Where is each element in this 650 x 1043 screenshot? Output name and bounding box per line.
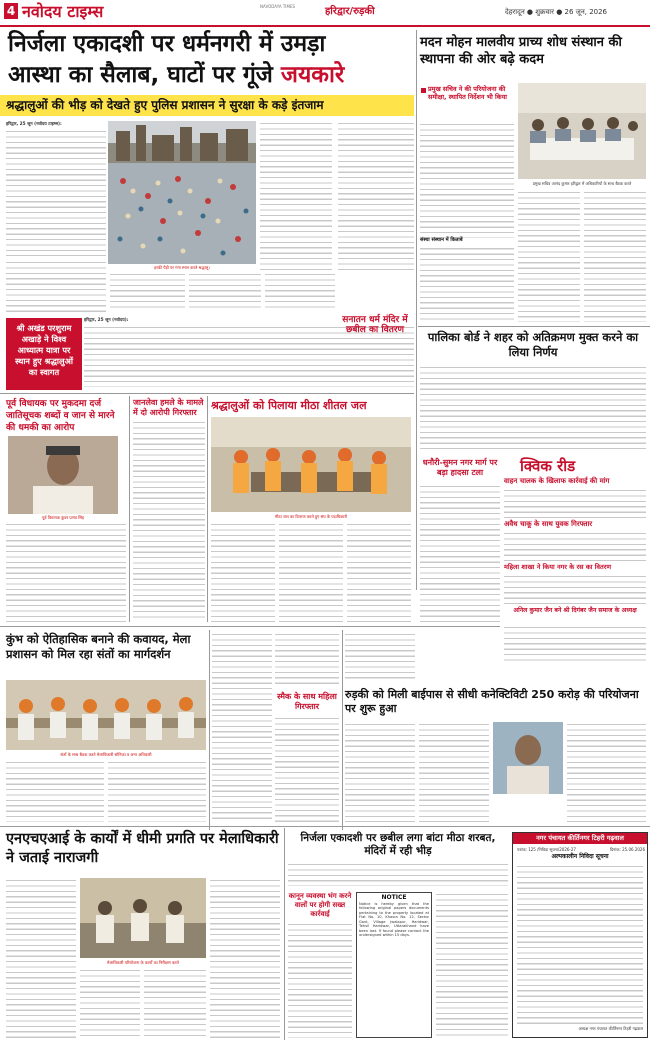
dhanauri-body (420, 484, 500, 622)
divider-v-mid-2 (207, 396, 208, 622)
rudki-photo-portrait (493, 722, 563, 794)
rudki-body-3 (567, 722, 646, 822)
quick-read-item-2: अवैध चाकू के साथ युवक गिरफ्तार (504, 520, 593, 528)
lead-body-col-4b (265, 272, 335, 312)
cold-water-photo (211, 417, 411, 512)
quick-read-body-3 (504, 574, 646, 604)
malviya-body-col-1 (420, 122, 514, 322)
rudki-headline: रुड़की को मिली बाईपास से सीधी कनेक्टिविटी 250 करोड़ की परियोजना पर शुरू हुआ (345, 688, 639, 715)
lead-body-col-3b (189, 272, 261, 312)
legal-body (288, 922, 352, 1038)
malviya-photo-caption: प्रमुख सचिव आनंद कुमार हरिद्वार में अधिकारियों के साथ बैठक करते (532, 181, 632, 186)
divider-h-right-1 (418, 326, 650, 327)
lead-body-col-1 (6, 129, 106, 256)
lead-body-col-2b (110, 272, 185, 312)
quick-read-item-3: महिला शाखा ने किया नगर के रस का वितरण (504, 563, 612, 571)
notice-title: NOTICE (381, 894, 407, 901)
notice-box (356, 892, 432, 1038)
cold-water-headline: श्रद्धालुओं को पिलाया मीठा शीतल जल (211, 399, 367, 412)
chhabil-headline: निर्जला एकादशी पर छबील लगा बांटा मीठा शरबत, मंदिरों में रही भीड़ (300, 832, 496, 857)
smack-body (275, 716, 339, 822)
tender-ref: पत्रांक: 125 /निविदा सूचना/2026-27 (517, 847, 576, 852)
nha-body-3 (144, 968, 206, 1038)
legal-headline: कानून व्यवस्था भंग करने वालों पर होगी सख्त कार्रवाई (288, 892, 352, 918)
lead-subhead: श्रद्धालुओं की भीड़ को देखते हुए पुलिस प्रशासन ने सुरक्षा के कड़े इंतजाम (0, 95, 414, 116)
lead-body-col-3 (260, 121, 332, 271)
inset-akhara-text: श्री अखंड परशुराम अखाड़े ने विश्व आध्यात्म यात्रा पर स्थान हुए श्रद्धालुओं का स्वागत (15, 323, 73, 377)
tender-sub: अल्पकालीन निविदा सूचना (551, 853, 609, 860)
nha-photo (80, 878, 206, 958)
masthead (0, 0, 650, 27)
inset-box-akhara (6, 318, 82, 390)
kumbh-photo (6, 680, 206, 750)
tender-date: दिनांक: 25.06.2026 (609, 847, 645, 852)
tender-body (517, 864, 643, 1024)
rudki-body-2 (419, 722, 489, 822)
col-mid-low-body-1 (212, 632, 272, 822)
nha-body-2 (80, 968, 140, 1038)
malviya-bullet: प्रमुख सचिव ने की परियोजना की समीक्षा, स्थापित निर्देशन भी किया (428, 85, 507, 102)
cold-water-caption: मीठा जल का वितरण करते हुए संघ के पदाधिकारी (275, 514, 347, 519)
chhabil-body-2 (436, 892, 508, 1038)
malviya-body-col-3 (584, 190, 646, 322)
quick-read-body-4 (504, 625, 646, 665)
divider-h2 (0, 626, 500, 627)
lead-photo-crowd (108, 121, 256, 264)
paper-sub-tag: NAVODAYA TIMES (260, 4, 296, 9)
divider-v-right (416, 30, 417, 590)
kumbh-body-2 (108, 760, 206, 822)
rudki-body-1 (345, 722, 415, 822)
lead-headline-text: आस्था का सैलाब, घाटों पर गूंजे (8, 62, 281, 88)
ex-mla-photo (8, 436, 118, 514)
edition-date: देहरादून ● शुक्रवार ● 26 जून, 2026 (505, 8, 608, 16)
page-number: 4 (4, 3, 18, 19)
col-mid-low-body-2 (275, 632, 339, 688)
cold-water-body-1 (211, 522, 275, 622)
malviya-subhead: संस्था संस्थान में किताबें (420, 238, 514, 244)
attack-body (133, 420, 205, 622)
quick-read-body-2 (504, 531, 646, 561)
kumbh-caption: संतों के साथ बैठक करते मेलाधिकारी सोनिका व अन्य अधिकारी (60, 752, 152, 757)
section-label: हरिद्वार/रुड़की (325, 6, 375, 17)
malviya-body-col-2 (518, 190, 580, 322)
cold-water-body-3 (347, 522, 411, 622)
paper-name: नवोदय टाइम्स (22, 2, 104, 21)
nha-headline: एनएचएआई के कार्यों में धीमी प्रगति पर मेलाधिकारी ने जताई नाराजगी (6, 831, 279, 866)
akhara-dateline: हरिद्वार, 25 जून (नवोदय): (84, 318, 129, 323)
quick-read-title: क्विक रीड (520, 457, 576, 475)
lead-body-col-1b (6, 260, 106, 312)
nha-body-1 (6, 878, 76, 1038)
divider-v-bottom-1 (284, 828, 285, 1040)
lead-dateline: हरिद्वार, 25 जून (नवोदय टाइम्स): (6, 122, 62, 127)
ex-mla-body (6, 522, 126, 622)
malviya-bullet-marker (421, 88, 426, 93)
tender-title: नगर पंचायत कीर्तिनगर टिहरी गढ़वाल (513, 833, 647, 844)
lead-body-col-4 (338, 121, 414, 271)
lead-headline-highlight: जयकारे (280, 62, 345, 88)
lead-headline-line-2 (8, 63, 413, 88)
lead-photo-caption: हरकी पैड़ी पर गंगा स्नान करते श्रद्धालु। (154, 265, 210, 270)
quick-read-item-1: वाहन चालक के खिलाफ कार्रवाई की मांग (504, 477, 610, 485)
malviya-photo-meeting (518, 83, 646, 179)
dhanauri-cont-body (345, 632, 415, 682)
tender-sign: अध्यक्ष नगर पंचायत कीर्तिनगर टिहरी गढ़वाल (578, 1026, 643, 1031)
lead-headline-line-1: निर्जला एकादशी पर धर्मनगरी में उमड़ा (8, 31, 326, 57)
chhabil-body (288, 862, 508, 886)
dhanauri-headline: धनौरी-सुमन नगर मार्ग पर बड़ा हादसा टला (422, 458, 498, 477)
divider-h1 (0, 393, 414, 394)
attack-headline: जानलेवा हमले के मामले में दो आरोपी गिरफ्तार (133, 398, 204, 417)
smack-headline: स्मैक के साथ महिला गिरफ्तार (277, 692, 337, 711)
quick-read-item-4: अनिल कुमार जैन बने श्री दिगंबर जैन समाज के अध्यक्ष (513, 607, 637, 614)
nha-caption: मेलाधिकारी परियोजना के कार्यों का निरीक्षण करते (107, 960, 179, 965)
notice-text: Notice is hereby given that the following original papers documents pertaining to the property located at Flat No. 10, Khasra No. 12, Sector Govt, Village Jwalapur, Haridwar, Tehsil Haridwar, Uttarakhand have been lost. If found please contact the undersigned within 15 days. (359, 901, 431, 938)
palika-headline: पालिका बोर्ड ने शहर को अतिक्रमण मुक्त करने का लिया निर्णय (427, 330, 639, 359)
malviya-headline: मदन मोहन मालवीय प्राच्य शोध संस्थान की स्थापना की ओर बढ़े कदम (420, 35, 622, 67)
divider-v-low-2 (342, 630, 343, 830)
quick-read-body-1 (504, 488, 646, 518)
sanatan-headline: सनातन धर्म मंदिर में छबील का वितरण (342, 315, 408, 335)
divider-h3 (0, 826, 650, 827)
kumbh-headline: कुंभ को ऐतिहासिक बनाने की कवायद, मेला प्रशासन को मिल रहा संतों का मार्गदर्शन (6, 632, 191, 661)
divider-v-low-1 (209, 630, 210, 830)
cold-water-body-2 (279, 522, 343, 622)
nha-body-4 (210, 878, 280, 1038)
palika-body (420, 365, 646, 453)
ex-mla-caption: पूर्व विधायक कुंवर प्रणव सिंह (42, 515, 84, 520)
ex-mla-headline: पूर्व विधायक पर मुकदमा दर्ज जातिसूचक शब्दों व जान से मारने की धमकी का आरोप (6, 399, 115, 433)
divider-v-mid-1 (129, 396, 130, 622)
kumbh-body-1 (6, 760, 104, 822)
tender-box (512, 832, 648, 1038)
